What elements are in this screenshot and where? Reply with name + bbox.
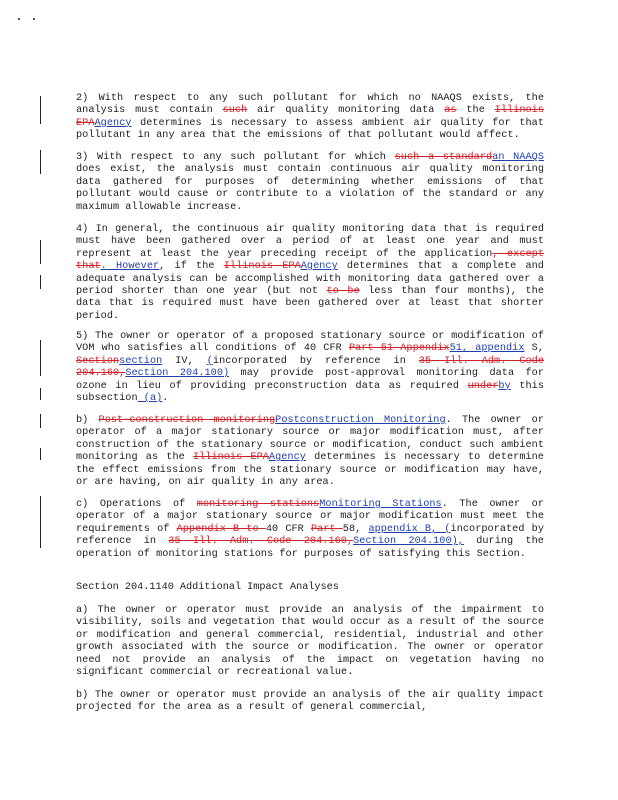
paragraph-a-impact: a) The owner or operator must provide an analysis of the impairment to visibility, soils and vegetation that would occur as a result of the source or modification and general commercial, residential, industrial and other growth associated with the source or modification. The owner or operator need not provide an analysis of the impact on vegetation having no significant commercial or recreational value. xyxy=(76,605,544,679)
inserted-text: (a) xyxy=(137,393,163,405)
text-run: determines is necessary to assess ambient air quality for that pollutant in any area that the emissions of that pollutant would affect. xyxy=(76,117,544,142)
text-run: , if the xyxy=(159,261,224,273)
inserted-text: Agency xyxy=(300,261,338,273)
deleted-text: , except that xyxy=(76,248,544,273)
text-run: during the operation of monitoring stations for purposes of satisfying this Section. xyxy=(76,536,544,560)
change-bar xyxy=(40,275,41,289)
deleted-text: 35 Ill. Adm. Code 204.160, xyxy=(76,355,544,380)
deleted-text: Post-construction monitoring xyxy=(98,415,276,426)
text-run: the xyxy=(456,105,495,117)
inserted-text: by xyxy=(498,380,511,392)
text-run: 4) In general, the continuous air quality monitoring data that is required must have been gathered over a period of at least one year and must represent at least the year preceding receipt of the application xyxy=(76,224,544,260)
deleted-text: 35 Ill. Adm. Code 204.160, xyxy=(168,536,354,548)
paragraph-b-impact: b) The owner or operator must provide an analysis of the air quality impact projected for the area as a result of general commercial, xyxy=(76,690,544,714)
text-run: 2) With respect to any such pollutant for which no NAAQS exists, the analysis must contain xyxy=(76,93,544,117)
text-run: 3) With respect to any such pollutant for which xyxy=(76,152,395,163)
scan-speck xyxy=(18,18,20,20)
text-run: c) Operations of xyxy=(76,499,197,510)
text-run: does exist, the analysis must contain continuous air quality monitoring data gathered for purposes of determining whether emissions of that pollutant would cause or contribute to a violation of the standard or any maximum allowable increase. xyxy=(76,164,544,213)
change-bar xyxy=(40,340,41,376)
paragraph-4 xyxy=(76,224,544,323)
text-run: determines is necessary to determine the effect emissions from the stationary source or modification may have, or are having, on air quality in any area. xyxy=(76,452,544,489)
deleted-text: Illinois EPA xyxy=(76,105,544,129)
text-run: incorporated by reference in xyxy=(212,355,419,367)
inserted-text: an NAAQS xyxy=(492,152,544,163)
deleted-text: such xyxy=(222,105,248,117)
deleted-text: such a standard xyxy=(394,152,493,163)
deleted-text: as xyxy=(444,105,457,117)
paragraph-5 xyxy=(76,331,544,405)
change-bar xyxy=(40,150,41,174)
text-run: may provide post-approval monitoring data for ozone in lieu of providing preconstruction data as required xyxy=(76,368,544,392)
change-bar xyxy=(40,496,41,548)
deleted-text: Part 51 Appendix xyxy=(348,343,450,355)
paragraph-c xyxy=(76,499,544,561)
text-run: b) xyxy=(76,415,99,426)
inserted-text: Agency xyxy=(268,452,306,464)
paragraph-3 xyxy=(76,152,544,214)
inserted-text: Agency xyxy=(94,117,132,129)
change-bar xyxy=(40,414,41,428)
text-run: determines that a complete and adequate analysis can be accomplished with monitoring data gathered over a period shorter than one year (but not xyxy=(76,261,544,298)
paragraph-2 xyxy=(76,93,544,143)
deleted-text: to be xyxy=(326,286,360,298)
change-bar xyxy=(40,388,41,400)
text-run: air quality monitoring data xyxy=(247,105,445,117)
text-run: . The owner or operator of a major stationary source or major modification must, after construction of the stationary source or modification, conduct such ambient monitoring as the xyxy=(76,415,544,464)
inserted-text: Postconstruction Monitoring xyxy=(275,415,446,426)
inserted-text: . However xyxy=(100,261,160,273)
deleted-text: Illinois EPA xyxy=(223,261,301,273)
text-run: 58, xyxy=(342,523,369,535)
text-run: IV, xyxy=(162,355,207,367)
text-run: incorporated by reference in xyxy=(76,523,544,548)
deleted-text: Section xyxy=(76,355,120,367)
change-bar xyxy=(40,448,41,460)
deleted-text: monitoring stations xyxy=(196,499,320,510)
change-bar xyxy=(40,96,41,124)
inserted-text: ( xyxy=(206,355,213,367)
text-run: 40 CFR xyxy=(265,523,311,535)
text-run: 5) The owner or operator of a proposed stationary source or modification of VOM who satisfies all conditions of 40 CFR xyxy=(76,331,544,355)
deleted-text: Part xyxy=(310,523,343,535)
deleted-text: Illinois EPA xyxy=(192,452,269,464)
inserted-text: Section 204.100) xyxy=(125,368,230,380)
section-heading: Section 204.1140 Additional Impact Analyses xyxy=(76,582,339,593)
scan-speck xyxy=(33,18,35,20)
inserted-text: 51, appendix xyxy=(449,343,525,355)
inserted-text: section xyxy=(119,355,163,367)
inserted-text: appendix B, ( xyxy=(368,523,451,535)
deleted-text: under xyxy=(467,380,499,392)
text-run: . xyxy=(162,393,169,405)
text-run: less than four months), the data that is required must have been gathered over at least that shorter period. xyxy=(76,286,544,322)
inserted-text: Monitoring Stations xyxy=(319,499,442,510)
inserted-text: Section 204.100), xyxy=(353,536,464,548)
change-bar xyxy=(40,240,41,264)
text-run: S, xyxy=(524,343,544,355)
text-run: . The owner or operator of a major stationary source or major modification must meet the requirements of xyxy=(76,499,545,535)
text-run: this subsection xyxy=(76,380,544,405)
paragraph-b xyxy=(76,415,544,489)
deleted-text: Appendix B to xyxy=(176,523,266,535)
